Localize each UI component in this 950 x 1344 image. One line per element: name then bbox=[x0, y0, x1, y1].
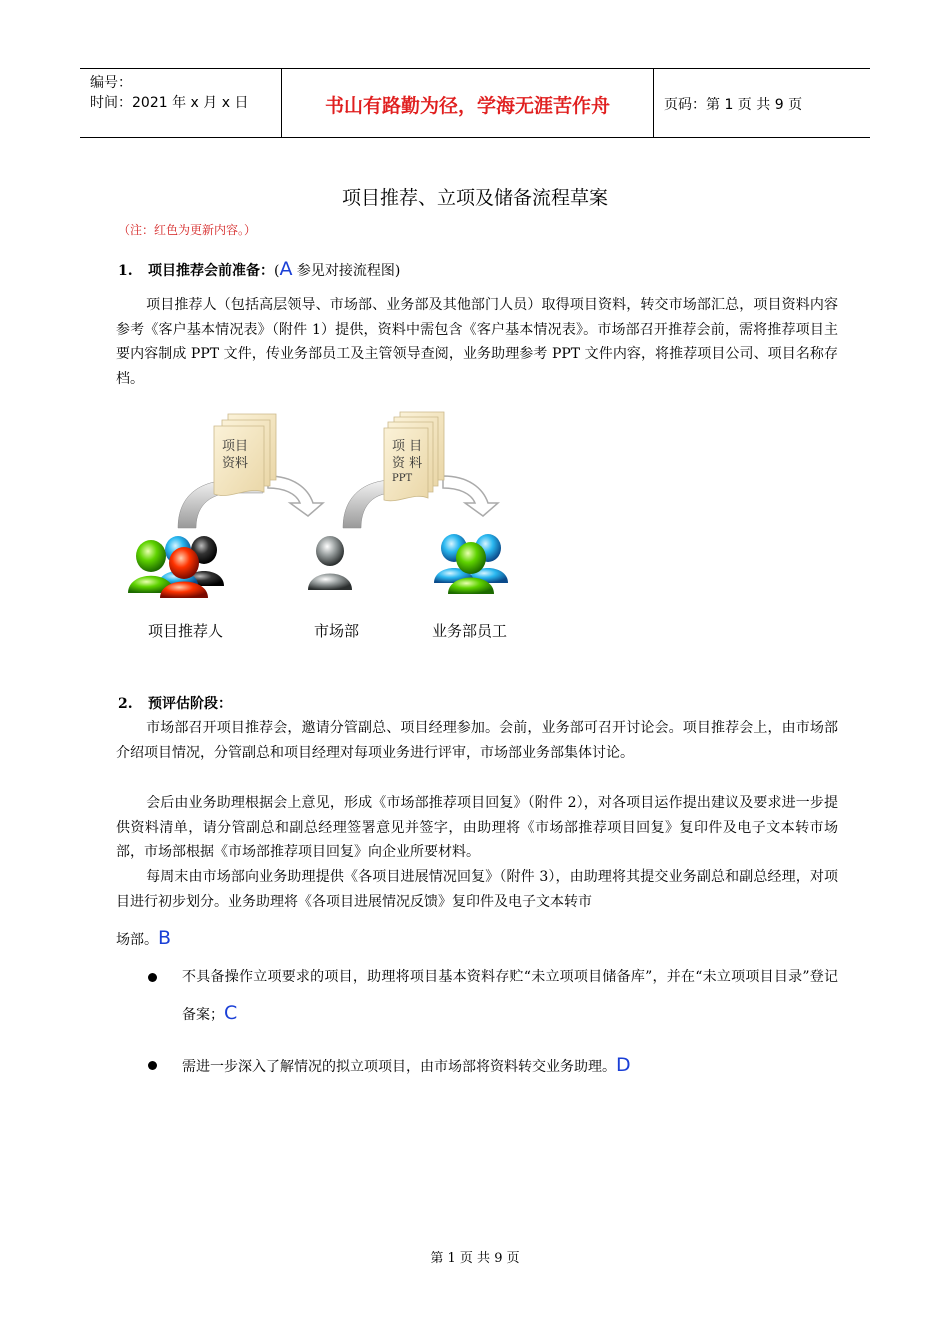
label-staff: 业务部员工 bbox=[432, 622, 508, 640]
doc1-text-1: 项目 bbox=[222, 439, 249, 454]
document-icon bbox=[214, 414, 276, 496]
marker-d: D bbox=[616, 1054, 631, 1076]
header-left-cell bbox=[90, 73, 248, 113]
flow-diagram bbox=[118, 408, 538, 648]
paren-open: ( bbox=[274, 263, 280, 279]
section-title: 项目推荐会前准备： bbox=[148, 263, 274, 279]
marker-a: A bbox=[279, 258, 293, 280]
flow-diagram-graphic bbox=[118, 408, 538, 648]
flowchart-reference: 参见对接流程图) bbox=[292, 263, 401, 279]
section-number: 2. bbox=[118, 696, 133, 712]
header-table bbox=[80, 68, 870, 138]
document-icon bbox=[384, 412, 444, 501]
section-2-paragraph-3: 每周末由市场部向业务助理提供《各项目进展情况回复》（附件 3），由助理将其提交业务副总和副总经理，对项目进行初步划分。业务助理将《各项目进展情况反馈》复印件及电子文本转市 bbox=[116, 869, 838, 910]
label-recommender: 项目推荐人 bbox=[148, 622, 224, 640]
doc2-text-2: 资 料 bbox=[392, 456, 423, 471]
section-2-paragraph-1: 市场部召开项目推荐会，邀请分管副总、项目经理参加。会前，业务部可召开讨论会。项目推荐会上，由市场部介绍项目情况，分管副总和项目经理对每项业务进行评审，市场部业务部集体讨论。 bbox=[116, 720, 838, 761]
section-1-paragraph: 项目推荐人（包括高层领导、市场部、业务部及其他部门人员）取得项目资料，转交市场部汇总，项目资料内容参考《客户基本情况表》（附件 1）提供，资料中需包含《客户基本情况表》。市场部召开推荐会前，需将推荐项目主要内容制成 PPT 文件，传业务部员工及主管领导查阅，业务助理参考 PPT 文件内容，将推荐项目公司、项目名称存档。 bbox=[116, 297, 838, 387]
header-page-info: 页码：第 1 页 共 9 页 bbox=[664, 97, 803, 113]
recommender-group-icon bbox=[128, 536, 224, 598]
document-title: 项目推荐、立项及储备流程草案 bbox=[341, 187, 608, 209]
section-2-paragraph-2: 会后由业务助理根据会上意见，形成《市场部推荐项目回复》（附件 2），对各项目运作提出建议及要求进一步提供资料清单，请分管副总和副总经理签署意见并签字，由助理将《市场部推荐项目回复》复印件及电子文本转市场部，市场部根据《市场部推荐项目回复》向企业所要材料。 bbox=[116, 795, 838, 860]
update-note: （注：红色为更新内容。） bbox=[118, 223, 257, 237]
header-divider bbox=[653, 69, 654, 137]
marker-b: B bbox=[158, 927, 172, 949]
doc2-text-3: PPT bbox=[392, 473, 413, 484]
section-2-heading bbox=[118, 693, 232, 713]
section-1-heading bbox=[118, 258, 400, 280]
label-market: 市场部 bbox=[314, 622, 360, 640]
section-2-paragraph-3-tail: 场部。B bbox=[116, 927, 172, 949]
bullet-dot bbox=[148, 1061, 157, 1070]
time-label: 时间：2021 年 x 月 x 日 bbox=[90, 95, 249, 111]
market-dept-icon bbox=[308, 536, 352, 590]
marker-c: C bbox=[224, 1002, 238, 1024]
number-label: 编号： bbox=[90, 75, 132, 91]
bullet-dot bbox=[148, 973, 157, 982]
page-footer: 第 1 页 共 9 页 bbox=[430, 1251, 520, 1266]
section-number: 1. bbox=[118, 263, 133, 279]
doc1-text-2: 资料 bbox=[222, 456, 249, 471]
header-motto: 书山有路勤为径，学海无涯苦作舟 bbox=[324, 95, 610, 117]
section-title: 预评估阶段： bbox=[148, 696, 232, 712]
doc2-text-1: 项 目 bbox=[392, 439, 423, 454]
staff-group-icon bbox=[434, 534, 508, 594]
